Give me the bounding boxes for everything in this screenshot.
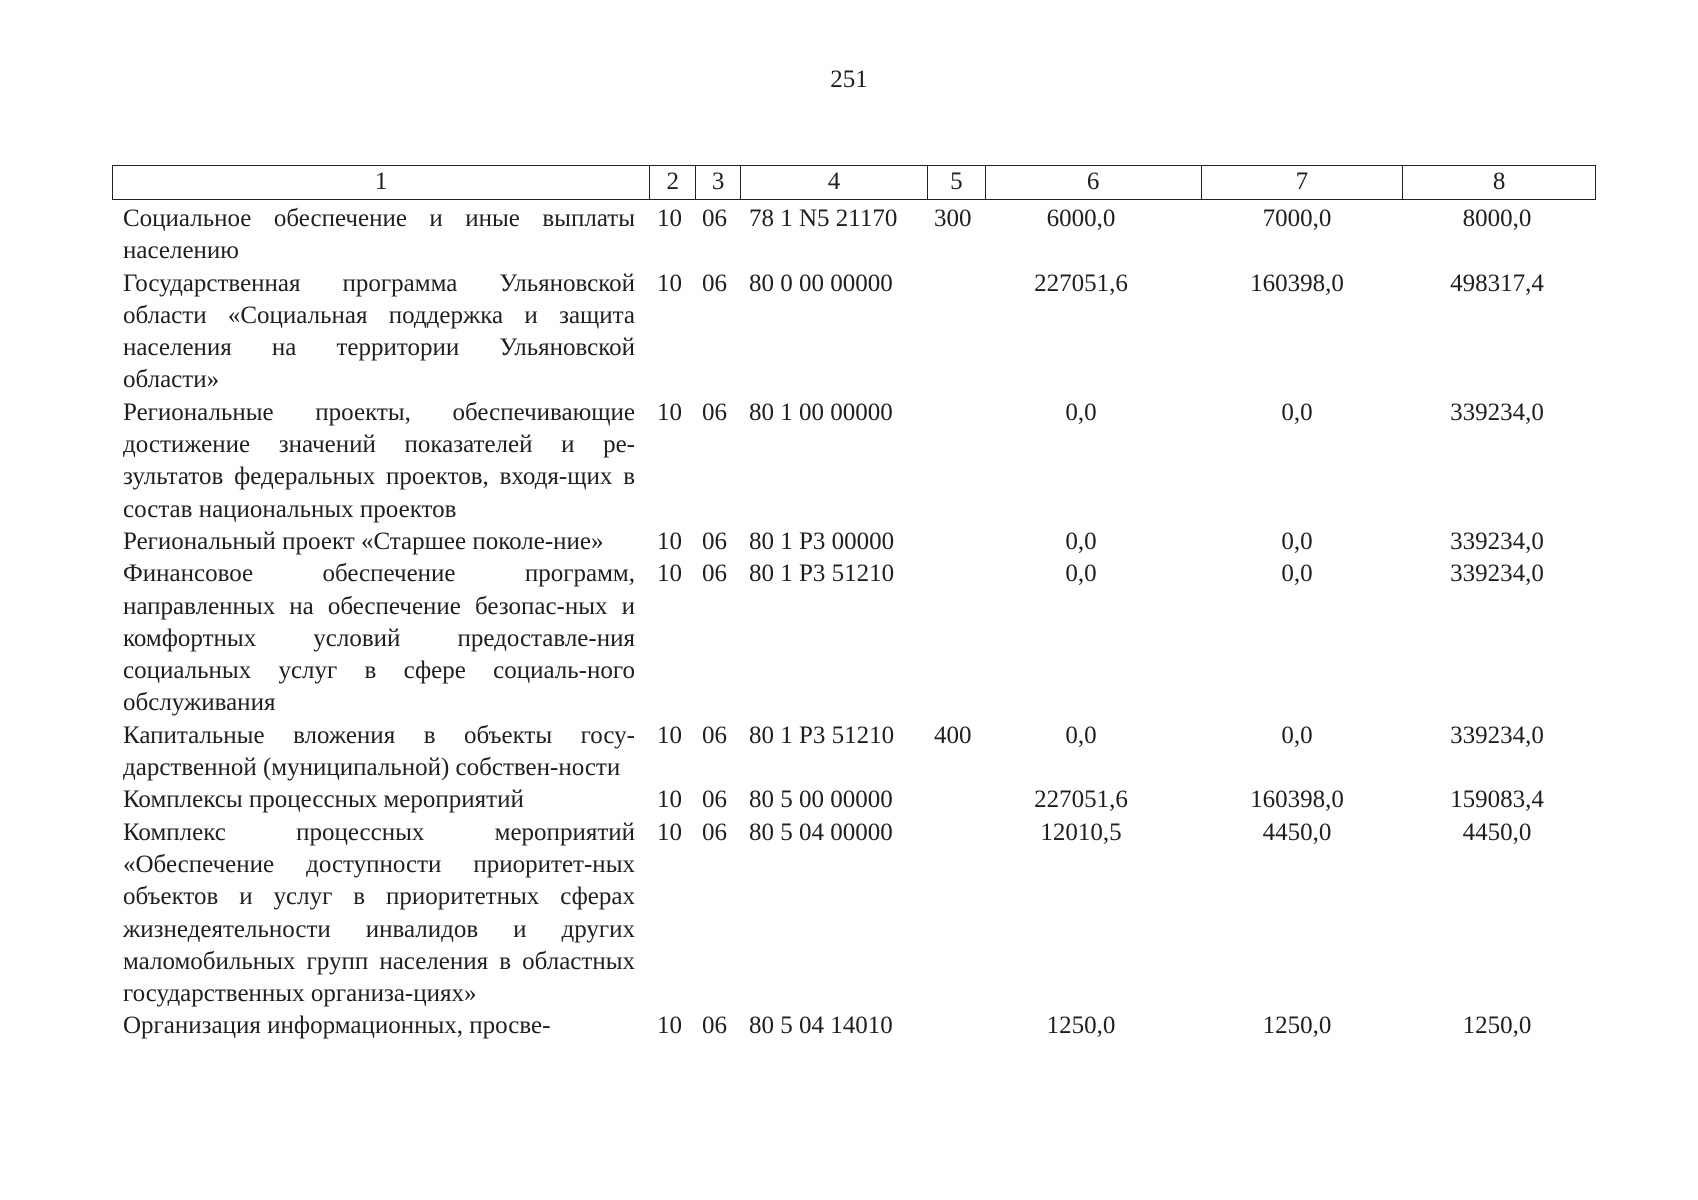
amount-year-2: 1250,0 [1262, 1012, 1332, 1040]
subsection-code: 06 [702, 560, 727, 588]
section-code: 10 [657, 269, 682, 297]
amount-year-3: 4450,0 [1462, 818, 1532, 846]
subsection-code: 06 [702, 398, 727, 426]
header-col-1: 1 [374, 168, 388, 195]
table-row [0, 1010, 1698, 1042]
amount-year-3: 159083,4 [1450, 786, 1544, 814]
target-article-code: 80 5 04 14010 [749, 1012, 893, 1040]
subsection-code: 06 [702, 527, 727, 555]
section-code: 10 [657, 398, 682, 426]
target-article-code: 80 5 04 00000 [749, 818, 893, 846]
row-description: Государственная программа Ульяновской области «Социальная поддержка и защита населения на территории Ульяновской области» [123, 269, 635, 394]
table-row [0, 817, 1698, 1011]
header-col-4: 4 [740, 166, 927, 199]
row-description: Финансовое обеспечение программ, направленных на обеспечение безопас-ных и комфортных условий предоставле-ния социальных услуг в сфере социаль-ного обслуживания [123, 560, 635, 717]
target-article-code: 80 1 00 00000 [749, 398, 893, 426]
header-col-3: 3 [695, 166, 740, 199]
amount-year-3: 498317,4 [1450, 269, 1544, 297]
subsection-code: 06 [702, 1012, 727, 1040]
expense-type-code: 400 [934, 721, 972, 749]
target-article-code: 80 1 P3 51210 [749, 721, 895, 749]
expense-type-code: 300 [934, 205, 972, 232]
amount-year-1: 6000,0 [1046, 205, 1116, 232]
amount-year-2: 0,0 [1281, 527, 1313, 555]
table-row [0, 203, 1698, 268]
amount-year-2: 0,0 [1281, 560, 1313, 588]
header-col-5: 5 [927, 166, 985, 199]
row-description: Комплекс процессных мероприятий «Обеспечение доступности приоритет-ных объектов и услуг в приоритетных сферах жизнедеятельности инвалидов и других маломобильных групп населения в областных государственных организа-циях» [123, 818, 635, 1008]
amount-year-2: 4450,0 [1262, 818, 1332, 846]
row-description: Региональные проекты, обеспечивающие достижение значений показателей и ре-зультатов федеральных проектов, входя-щих в состав национальных проектов [123, 398, 635, 523]
header-col-8: 8 [1402, 166, 1595, 199]
section-code: 10 [657, 818, 682, 846]
target-article-code: 80 1 P3 51210 [749, 560, 895, 588]
section-code: 10 [657, 527, 682, 555]
row-description: Комплексы процессных мероприятий [123, 786, 524, 814]
subsection-code: 06 [702, 818, 727, 846]
amount-year-2: 160398,0 [1250, 786, 1344, 814]
table-row [0, 268, 1698, 397]
amount-year-3: 339234,0 [1450, 721, 1544, 749]
header-col-7: 7 [1201, 166, 1403, 199]
table-row [0, 784, 1698, 816]
row-description: Региональный проект «Старшее поколе-ние» [123, 527, 604, 555]
target-article-code: 80 0 00 00000 [749, 269, 893, 297]
amount-year-1: 0,0 [1065, 560, 1097, 588]
section-code: 10 [657, 786, 682, 814]
section-code: 10 [657, 205, 682, 232]
amount-year-1: 0,0 [1065, 527, 1097, 555]
amount-year-3: 339234,0 [1450, 560, 1544, 588]
subsection-code: 06 [702, 721, 727, 749]
section-code: 10 [657, 560, 682, 588]
amount-year-1: 227051,6 [1034, 269, 1128, 297]
row-description: Социальное обеспечение и иные выплаты населению [123, 205, 635, 265]
section-code: 10 [657, 1012, 682, 1040]
amount-year-3: 1250,0 [1462, 1012, 1532, 1040]
header-col-6: 6 [985, 166, 1201, 199]
amount-year-2: 0,0 [1281, 398, 1313, 426]
amount-year-2: 7000,0 [1262, 205, 1332, 232]
target-article-code: 80 1 P3 00000 [749, 527, 895, 555]
amount-year-1: 227051,6 [1034, 786, 1128, 814]
row-description: Организация информационных, просве- [123, 1012, 551, 1040]
subsection-code: 06 [702, 269, 727, 297]
amount-year-1: 0,0 [1065, 398, 1097, 426]
target-article-code: 80 5 00 00000 [749, 786, 893, 814]
amount-year-1: 12010,5 [1040, 818, 1122, 846]
amount-year-3: 339234,0 [1450, 398, 1544, 426]
subsection-code: 06 [702, 205, 727, 232]
amount-year-3: 8000,0 [1462, 205, 1532, 232]
amount-year-1: 0,0 [1065, 721, 1097, 749]
table-body [0, 203, 1698, 1043]
amount-year-1: 1250,0 [1046, 1012, 1116, 1040]
header-col-2: 2 [649, 166, 695, 199]
amount-year-2: 0,0 [1281, 721, 1313, 749]
page-number: 251 [830, 66, 868, 93]
subsection-code: 06 [702, 786, 727, 814]
amount-year-2: 160398,0 [1250, 269, 1344, 297]
target-article-code: 78 1 N5 21170 [749, 205, 898, 232]
table-row [0, 397, 1698, 526]
amount-year-3: 339234,0 [1450, 527, 1544, 555]
table-header [112, 165, 1596, 200]
row-description: Капитальные вложения в объекты госу-дарственной (муниципальной) собствен-ности [123, 721, 635, 782]
section-code: 10 [657, 721, 682, 749]
table-row [0, 558, 1698, 719]
table-row [0, 720, 1698, 785]
table-row [0, 526, 1698, 558]
